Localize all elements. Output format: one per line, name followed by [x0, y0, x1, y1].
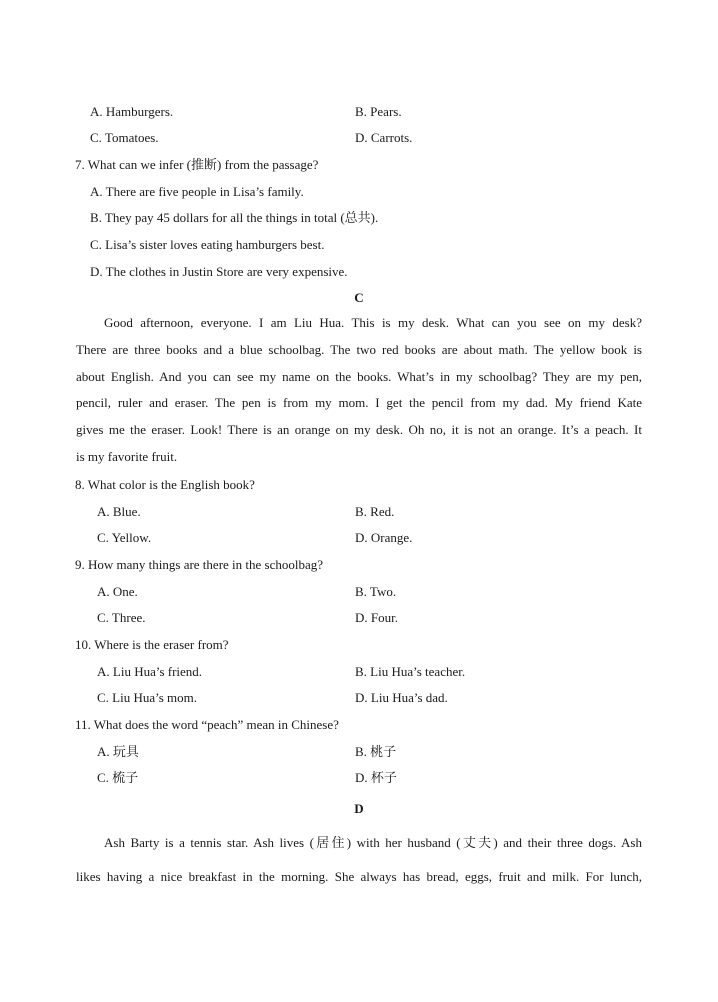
q7-option-c: C. Lisa’s sister loves eating hamburgers best. — [90, 237, 325, 252]
section-d-passage — [76, 826, 642, 894]
q6-option-b: B. Pears. — [355, 104, 402, 119]
passage-d-line: Ash Barty is a tennis star. Ash lives (居住) with her husband (丈夫) and their three dogs. Ash — [104, 835, 642, 850]
q7-option-d: D. The clothes in Justin Store are very expensive. — [90, 264, 348, 279]
q9-option-c: C. Three. — [97, 610, 146, 625]
passage-c-line: pencil, ruler and eraser. The pen is from my mom. I get the pencil from my dad. My friend Kate — [76, 395, 642, 411]
section-d-heading: D — [354, 801, 364, 816]
q8-question: 8. What color is the English book? — [75, 477, 255, 492]
q10-option-a: A. Liu Hua’s friend. — [97, 664, 203, 679]
q9-option-b: B. Two. — [355, 584, 397, 599]
q11-question: 11. What does the word “peach” mean in Chinese? — [75, 717, 339, 732]
passage-d-line: likes having a nice breakfast in the morning. She always has bread, eggs, fruit and milk. For lunch, — [76, 869, 642, 884]
section-c-passage — [76, 310, 642, 471]
passage-c-line: is my favorite fruit. — [76, 448, 178, 464]
q7-option-b: B. They pay 45 dollars for all the things in total (总共). — [90, 210, 379, 225]
passage-c-line: There are three books and a blue schoolbag. The two red books are about math. The yellow book is — [76, 341, 642, 357]
q11-option-c: C. 梳子 — [97, 770, 139, 785]
q9-option-d: D. Four. — [355, 610, 398, 625]
q10-question: 10. Where is the eraser from? — [75, 637, 229, 652]
q8-option-b: B. Red. — [355, 504, 395, 519]
q11-option-d: D. 杯子 — [355, 770, 397, 785]
q6-option-a: A. Hamburgers. — [90, 104, 174, 119]
passage-c-line: about English. And you can see my name on the books. What’s in my schoolbag? They are my pen, — [76, 368, 642, 384]
q6-option-d: D. Carrots. — [355, 130, 413, 145]
q10-option-d: D. Liu Hua’s dad. — [355, 690, 448, 705]
q10-option-b: B. Liu Hua’s teacher. — [355, 664, 466, 679]
q7-question: 7. What can we infer (推断) from the passage? — [75, 157, 319, 172]
q8-option-c: C. Yellow. — [97, 530, 152, 545]
q10-option-c: C. Liu Hua’s mom. — [97, 690, 198, 705]
q11-option-a: A. 玩具 — [97, 744, 139, 759]
passage-c-line: gives me the eraser. Look! There is an orange on my desk. Oh no, it is not an orange. It’s a peach. It — [76, 422, 642, 438]
section-c-heading: C — [354, 290, 364, 305]
q8-option-d: D. Orange. — [355, 530, 413, 545]
q7-option-a: A. There are five people in Lisa’s family. — [90, 184, 304, 199]
q9-question: 9. How many things are there in the schoolbag? — [75, 557, 324, 572]
passage-c-line: Good afternoon, everyone. I am Liu Hua. This is my desk. What can you see on my desk? — [104, 315, 642, 330]
q8-option-a: A. Blue. — [97, 504, 141, 519]
q9-option-a: A. One. — [97, 584, 138, 599]
q11-option-b: B. 桃子 — [355, 744, 397, 759]
q6-option-c: C. Tomatoes. — [90, 130, 159, 145]
